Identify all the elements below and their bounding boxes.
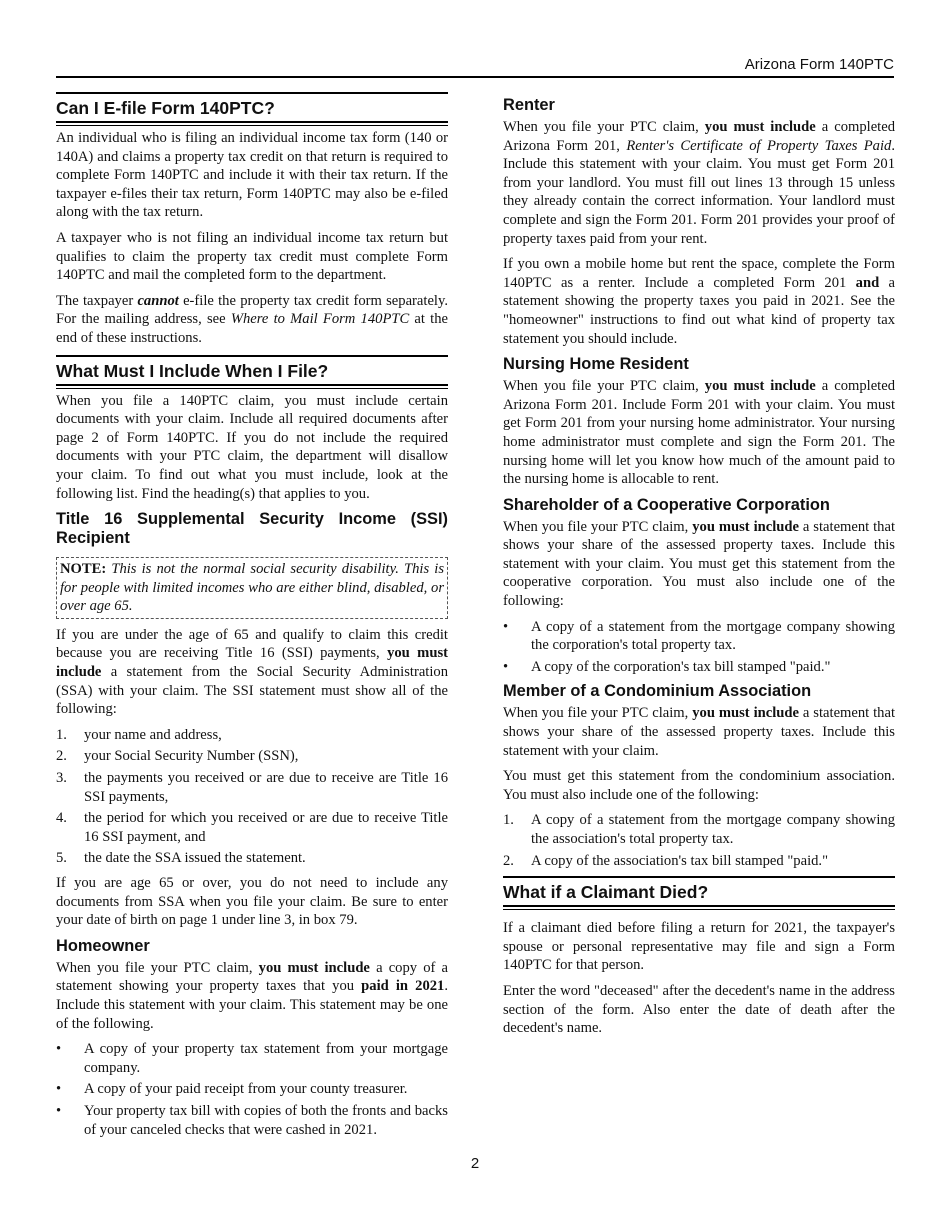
emphasis-cannot: cannot <box>137 292 179 309</box>
right-column <box>503 92 895 1045</box>
list-item <box>56 1102 448 1139</box>
item-number: 3. <box>56 770 67 787</box>
form-201-title: Renter's Certificate of Property Taxes Paid <box>626 137 892 154</box>
efile-paragraph-3 <box>56 292 448 348</box>
item-text: the date the SSA issued the statement. <box>84 850 306 867</box>
text-run: a statement showing the property taxes you paid in 2021. See the "homeowner" instructions to find out what kind of property tax statement you should include. <box>503 274 895 347</box>
renter-heading: Renter <box>503 96 555 114</box>
condo-paragraph-1 <box>503 704 895 760</box>
ssi-paragraph-1 <box>56 626 448 719</box>
item-text: A copy of a statement from the mortgage company showing the corporation's total property tax. <box>531 618 895 654</box>
nursing-heading: Nursing Home Resident <box>503 355 689 374</box>
form-title-header: Arizona Form 140PTC <box>744 56 894 73</box>
coop-paragraph <box>503 518 895 611</box>
text-run: When you file your PTC claim, <box>503 705 693 722</box>
bullet-icon: • <box>503 618 509 635</box>
bullet-icon: • <box>56 1102 62 1119</box>
item-text: your Social Security Number (SSN), <box>84 748 299 765</box>
list-item <box>56 769 448 806</box>
left-column <box>56 92 448 1145</box>
include-paragraph: When you file a 140PTC claim, you must include certain documents with your claim. Include all required documents after page 2 of Form 140PTC. If you do not include the required documents with your PTC claim, the department will disallow your claim. To find out what you must include, look at the following list. Find the heading(s) that applies to you. <box>56 392 448 502</box>
list-item <box>56 809 448 846</box>
text-run: When you file your PTC claim, <box>503 119 705 135</box>
text-run: e-file the property tax credit form separately. For the mailing address, see <box>56 292 448 328</box>
text-run: a statement from the Social Security Administration (SSA) with your claim. The SSI statement must show all of the following: <box>56 664 448 718</box>
renter-paragraph-2 <box>503 255 895 348</box>
item-number: 2. <box>503 852 514 869</box>
item-text: A copy of your property tax statement from your mortgage company. <box>84 1041 448 1076</box>
text-run: . Include this statement with your claim. You must get Form 201 from your landlord. You must fill out lines 13 through 15 unless they already contain the correct information. Your landlord must complete and sign the Form 201. Form 201 provides your proof of property taxes paid from your rent. <box>503 137 895 247</box>
renter-paragraph-1 <box>503 118 895 248</box>
homeowner-heading: Homeowner <box>56 936 150 955</box>
section-heading-claimant-died: What if a Claimant Died? <box>503 876 895 907</box>
note-text: This is not the normal social security disability. This is for people with limited incomes who are either blind, disabled, or over age 65. <box>60 561 444 615</box>
list-item <box>503 618 895 655</box>
item-number: 1. <box>503 812 514 829</box>
item-number: 4. <box>56 810 67 827</box>
coop-heading: Shareholder of a Cooperative Corporation <box>503 495 830 514</box>
condo-heading: Member of a Condominium Association <box>503 682 812 701</box>
bullet-icon: • <box>56 1041 62 1058</box>
item-number: 5. <box>56 850 67 867</box>
homeowner-bullet-list <box>56 1040 448 1139</box>
efile-paragraph-1: An individual who is filing an individual income tax form (140 or 140A) and claims a property tax credit on that return is required to complete Form 140PTC and include it with their tax return. If the taxpayer e-files their tax return, Form 140PTC may also be e-filed along with the tax return. <box>56 130 448 221</box>
list-item <box>503 852 895 871</box>
bullet-icon: • <box>56 1081 62 1098</box>
list-item <box>503 658 895 677</box>
ssi-paragraph-2: If you are age 65 or over, you do not need to include any documents from SSA when you file your claim. Be sure to enter your date of birth on page 1 under line 3, in box 79. <box>56 875 448 929</box>
item-text: A copy of a statement from the mortgage company showing the association's total property tax. <box>531 812 895 847</box>
text-run: at the end of these instructions. <box>56 311 449 346</box>
item-number: 1. <box>56 726 67 743</box>
header-rule <box>56 76 894 78</box>
list-item <box>503 811 895 848</box>
condo-list <box>503 811 895 870</box>
bullet-icon: • <box>503 658 509 675</box>
emphasis: you must include <box>692 518 799 535</box>
item-text: the payments you received or are due to receive are Title 16 SSI payments, <box>84 770 448 805</box>
item-text: Your property tax bill with copies of both the fronts and backs of your canceled checks that were cashed in 2021. <box>84 1102 448 1138</box>
list-item <box>56 747 448 766</box>
item-text: the period for which you received or are due to receive Title 16 SSI payment, and <box>84 810 448 845</box>
text-run: a copy of a statement showing your property taxes that you <box>56 959 449 995</box>
text-run: a statement that shows your share of the assessed property taxes. Include this statement with your claim. You must get this statement from the cooperative corporation. You must also include one of the following: <box>503 518 896 610</box>
text-run: If you own a mobile home but rent the space, complete the Form 140PTC as a renter. Include a completed Form 201 <box>503 256 895 291</box>
emphasis: you must include <box>704 378 816 395</box>
item-number: 2. <box>56 748 67 765</box>
text-run: a statement that shows your share of the assessed property taxes. Include this statement with your claim. <box>503 705 896 759</box>
died-paragraph-2: Enter the word "deceased" after the decedent's name in the address section of the form. Also enter the date of death after the decedent's name. <box>503 982 895 1037</box>
emphasis: paid in 2021 <box>361 978 445 995</box>
item-text: A copy of the corporation's tax bill stamped "paid." <box>531 658 831 675</box>
text-run: The taxpayer <box>56 292 138 309</box>
homeowner-paragraph <box>56 959 448 1033</box>
emphasis: you must include <box>56 645 448 681</box>
note-label: NOTE: <box>60 561 107 578</box>
ssi-note-box <box>56 557 448 619</box>
text-run: . Include this statement with your claim. This statement may be one of the following. <box>56 978 448 1032</box>
text-run: a completed Arizona Form 201, <box>503 119 896 154</box>
emphasis: you must include <box>692 705 799 722</box>
list-item <box>56 1080 448 1099</box>
mail-reference: Where to Mail Form 140PTC <box>230 311 410 328</box>
ssi-heading: Title 16 Supplemental Security Income (SSI) Recipient <box>56 510 448 548</box>
item-text: A copy of your paid receipt from your county treasurer. <box>84 1081 408 1098</box>
page-number: 2 <box>470 1155 480 1172</box>
emphasis: you must include <box>704 119 816 135</box>
emphasis: and <box>855 274 880 291</box>
text-run: When you file your PTC claim, <box>56 959 259 976</box>
section-heading-efile: Can I E-file Form 140PTC? <box>56 92 448 123</box>
section-heading-include: What Must I Include When I File? <box>56 355 448 386</box>
item-text: A copy of the association's tax bill stamped "paid." <box>531 852 829 869</box>
nursing-paragraph <box>503 377 895 489</box>
text-run: a completed Arizona Form 201. Include Form 201 with your claim. You must get Form 201 from your nursing home administrator. Your nursing home administrator must complete and sign the Form 201. The nursing home will let you know how much of the amount paid to the nursing home is allocable to rent. <box>503 378 896 488</box>
condo-paragraph-2: You must get this statement from the condominium association. You must also include one of the following: <box>503 768 895 803</box>
text-run: When you file your PTC claim, <box>503 378 705 395</box>
text-run: If you are under the age of 65 and qualify to claim this credit because you are receiving Title 16 (SSI) payments, <box>56 626 448 662</box>
died-paragraph-1: If a claimant died before filing a return for 2021, the taxpayer's spouse or personal representative may file and sign a Form 140PTC for that person. <box>503 920 895 974</box>
ssi-requirements-list <box>56 726 448 868</box>
item-text: your name and address, <box>84 726 222 743</box>
efile-paragraph-2: A taxpayer who is not filing an individual income tax return but qualifies to claim the property tax credit must complete Form 140PTC and mail the completed form to the department. <box>56 229 448 284</box>
list-item <box>56 849 448 868</box>
list-item <box>56 726 448 745</box>
coop-bullet-list <box>503 618 895 677</box>
text-run: When you file your PTC claim, <box>503 518 693 535</box>
list-item <box>56 1040 448 1077</box>
emphasis: you must include <box>258 959 370 976</box>
